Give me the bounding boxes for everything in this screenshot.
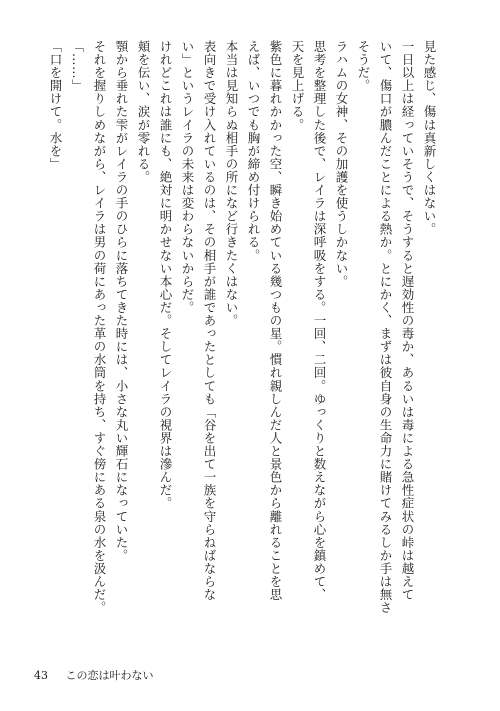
text-line: 顎から垂れた雫がレイラの手のひらに落ちてきた時には、小さな丸い輝石になっていた。 [114, 40, 129, 562]
text-line: 見た感じ、傷は真新しくはない。 [422, 40, 437, 236]
page-number: 43 [34, 669, 48, 682]
text-line: そうだ。 [356, 40, 371, 93]
text-line: 「口を開けて。水を」 [48, 40, 63, 171]
page-footer [34, 667, 154, 683]
body-text [50, 40, 440, 640]
text-line: ラハムの女神、その加護を使うしかない。 [334, 40, 349, 288]
text-line: 頬を伝い、涙が零れる。 [136, 40, 151, 184]
text-line: 「……」 [70, 40, 85, 93]
text-line: いて、傷口が膿んだことによる熱か。とにかく、まずは彼自身の生命力に賭けてみるしか手は無さ [378, 40, 393, 615]
text-line: 一日以上は経っていそうで、そうすると遅効性の毒か、あるいは毒による急性症状の峠は越えて [400, 40, 415, 602]
running-title: この恋は叶わない [65, 669, 154, 682]
text-line: 思考を整理した後で、レイラは深呼吸をする。一回、二回。ゆっくりと数えながら心を鎮めて、 [312, 40, 327, 602]
text-line: い」というレイラの未来は変わらないからだ。 [180, 40, 195, 315]
text-line: それを握りしめながら、レイラは男の荷にあった革の水筒を持ち、すぐ傍にある泉の水を汲んだ。 [92, 40, 107, 615]
text-line: 天を見上げる。 [290, 40, 305, 132]
text-line: 紫色に暮れかかった空、瞬き始めている幾つもの星。慣れ親しんだ人と景色から離れることを思 [268, 40, 283, 602]
text-line: けれどこれは誰にも、絶対に明かせない本心だ。そしてレイラの視界は滲んだ。 [158, 40, 173, 510]
text-line: えば、いつでも胸が締め付けられる。 [246, 40, 261, 262]
text-line: 本当は見知らぬ相手の所になど行きたくはない。 [224, 40, 239, 328]
text-line: 表向きで受け入れているのは、その相手が誰であったとしても「谷を出て一族を守らねばならな [202, 40, 217, 602]
